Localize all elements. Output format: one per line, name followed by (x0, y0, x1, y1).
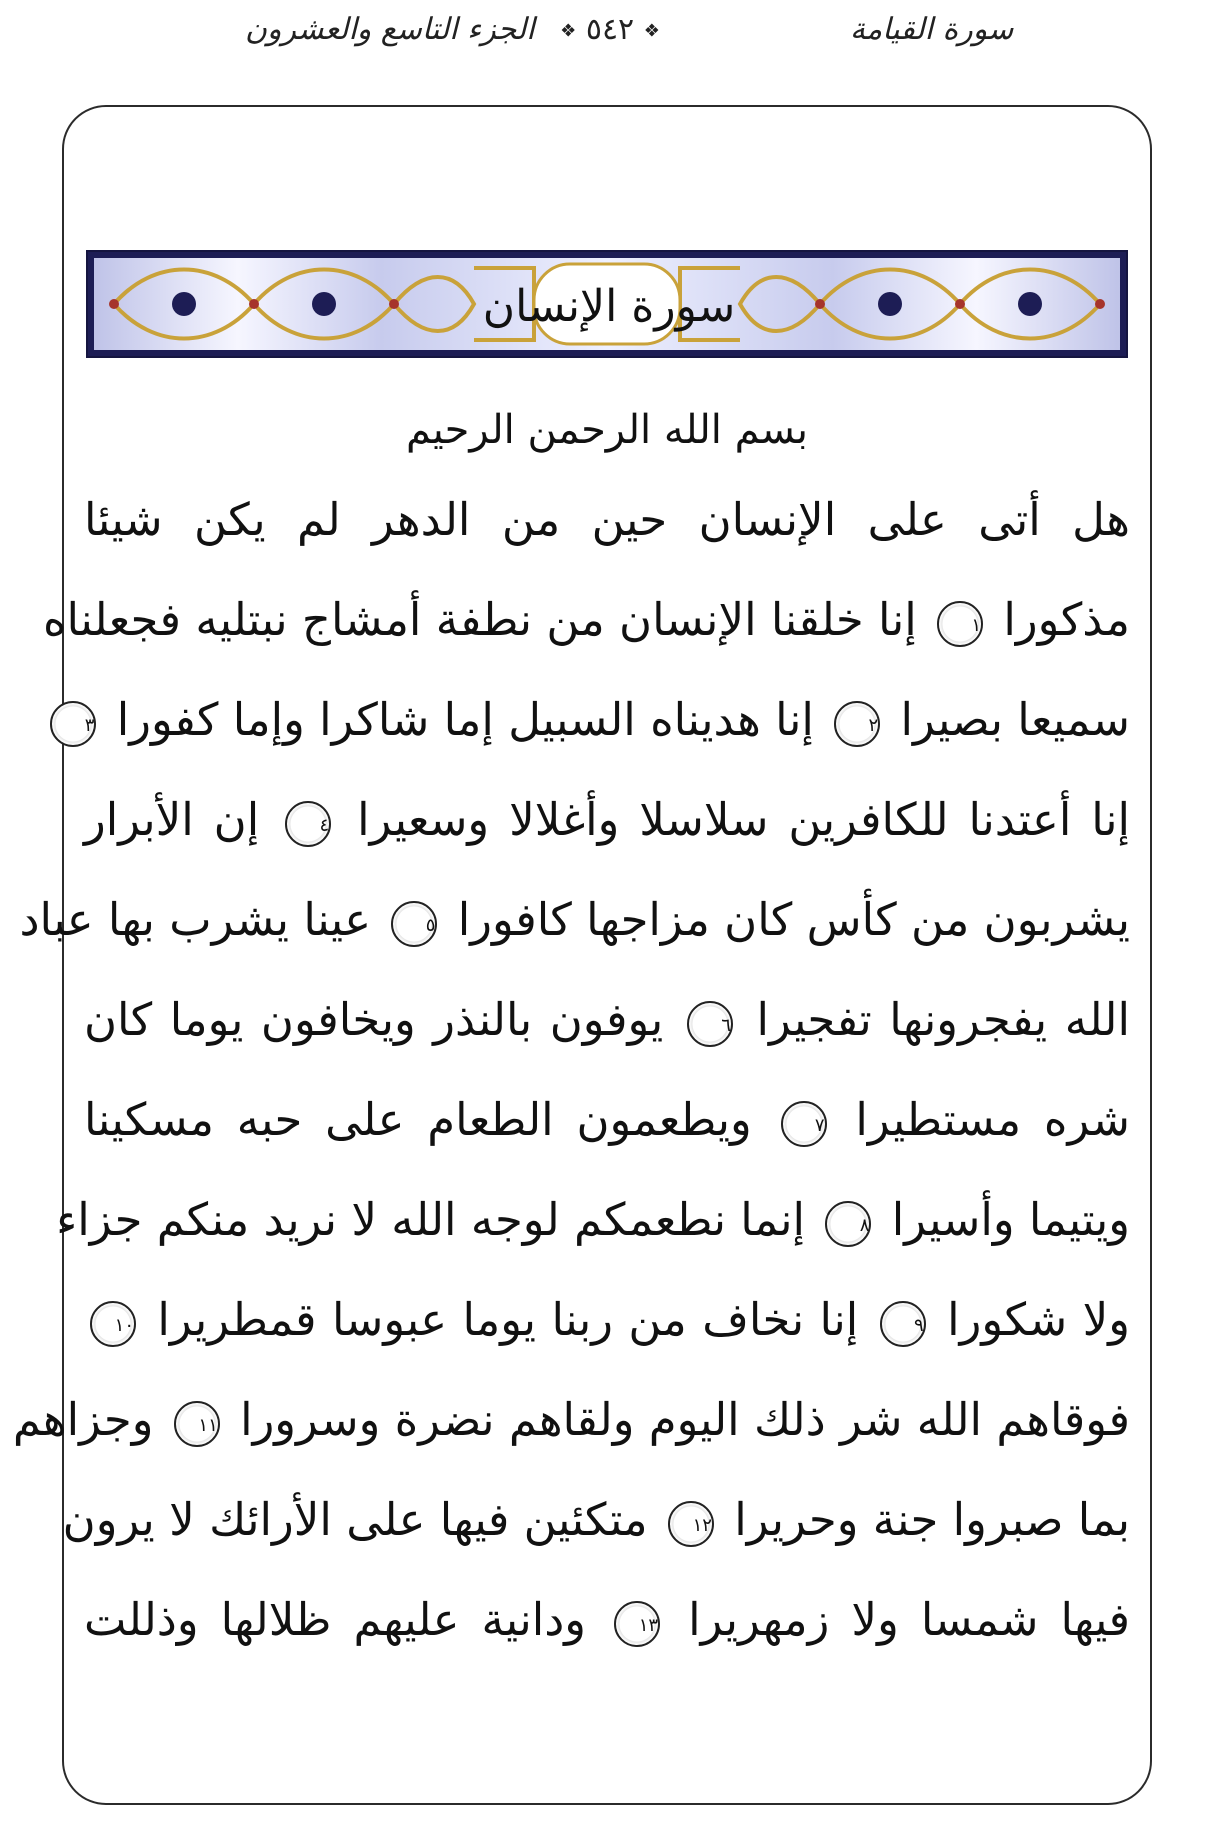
ayah-text: إن الأبرار (84, 793, 260, 846)
ayah-text: إنما نطعمكم لوجه الله لا نريد منكم جزاء (56, 1193, 806, 1246)
quran-line (56, 1170, 1130, 1270)
ayah-text: إنا أعتدنا للكافرين سلاسلا وأغلالا وسعيرا (357, 793, 1130, 846)
page-number-ornament-icon: ❖ (643, 20, 660, 42)
ayah-text: ويتيما وأسيرا (891, 1193, 1130, 1246)
quran-line (84, 770, 1130, 870)
juz-name: الجزء التاسع والعشرون (245, 12, 535, 47)
ayah-text: إنا هديناه السبيل إما شاكرا وإما كفورا (116, 693, 814, 746)
ayah-text: ويطعمون الطعام على حبه مسكينا (84, 1093, 752, 1146)
ayah-text: مذكورا (1003, 593, 1130, 646)
ayah-text: سميعا بصيرا (900, 693, 1130, 746)
ayah-end-marker-icon: ١٢ (668, 1501, 714, 1547)
quran-line (12, 1370, 1130, 1470)
quran-line (42, 570, 1130, 670)
ayah-end-marker-icon: ٢ (834, 701, 880, 747)
ayah-end-marker-icon: ١١ (174, 1401, 220, 1447)
ayah-end-marker-icon: ٦ (687, 1001, 733, 1047)
ayah-end-marker-icon: ١٣ (614, 1601, 660, 1647)
banner-arabesque-icon (94, 258, 1120, 350)
ayah-text: يوفون بالنذر ويخافون يوما كان (84, 993, 664, 1046)
quran-line (84, 1570, 1130, 1670)
ayah-text: هل أتى على الإنسان حين من الدهر لم يكن شيئا (84, 493, 1130, 546)
ayah-text: وجزاهم (12, 1393, 154, 1446)
surah-banner (86, 250, 1128, 358)
surah-title: سورة الإنسان (482, 280, 736, 332)
ayah-text: يشربون من كأس كان مزاجها كافورا (457, 893, 1130, 946)
ayah-text: إنا خلقنا الإنسان من نطفة أمشاج نبتليه فجعلناه (42, 593, 917, 646)
surah-name-header: سورة القيامة (850, 12, 1014, 47)
ayah-text: إنا نخاف من ربنا يوما عبوسا قمطريرا (157, 1293, 859, 1346)
ayah-end-marker-icon: ٣ (50, 701, 96, 747)
quran-line (84, 1270, 1130, 1370)
ayah-text: ولا شكورا (947, 1293, 1130, 1346)
ayah-text: الله يفجرونها تفجيرا (756, 993, 1130, 1046)
page-number-value: ٥٤٢ (585, 12, 635, 47)
quran-line (19, 870, 1130, 970)
quran-text-block (12, 390, 1131, 1670)
ayah-text: ودانية عليهم ظلالها وذللت (84, 1593, 587, 1646)
ayah-end-marker-icon: ٧ (781, 1101, 827, 1147)
quran-line (84, 970, 1130, 1070)
ayah-end-marker-icon: ١٠ (90, 1301, 136, 1347)
ayah-end-marker-icon: ٤ (285, 801, 331, 847)
ayah-text: شره مستطيرا (855, 1093, 1130, 1146)
quran-line (84, 1070, 1130, 1170)
ayah-text: فوقاهم الله شر ذلك اليوم ولقاهم نضرة وسرورا (240, 1393, 1130, 1446)
ayah-end-marker-icon: ١ (937, 601, 983, 647)
quran-line (84, 470, 1130, 570)
quran-line (84, 670, 1130, 770)
ayah-text: عينا يشرب بها عباد (19, 893, 372, 946)
page-number-ornament-icon: ❖ (560, 20, 577, 42)
page-header (0, 0, 1214, 90)
ayah-text: فيها شمسا ولا زمهريرا (688, 1593, 1131, 1646)
ayah-end-marker-icon: ٥ (391, 901, 437, 947)
ayah-text: متكئين فيها على الأرائك لا يرون (62, 1493, 648, 1546)
ayah-end-marker-icon: ٨ (825, 1201, 871, 1247)
basmala: بسم الله الرحمن الرحيم (405, 407, 809, 453)
page-number (555, 12, 665, 47)
ayah-text: بما صبروا جنة وحريرا (734, 1493, 1130, 1546)
ayah-end-marker-icon: ٩ (880, 1301, 926, 1347)
quran-line (62, 1470, 1130, 1570)
